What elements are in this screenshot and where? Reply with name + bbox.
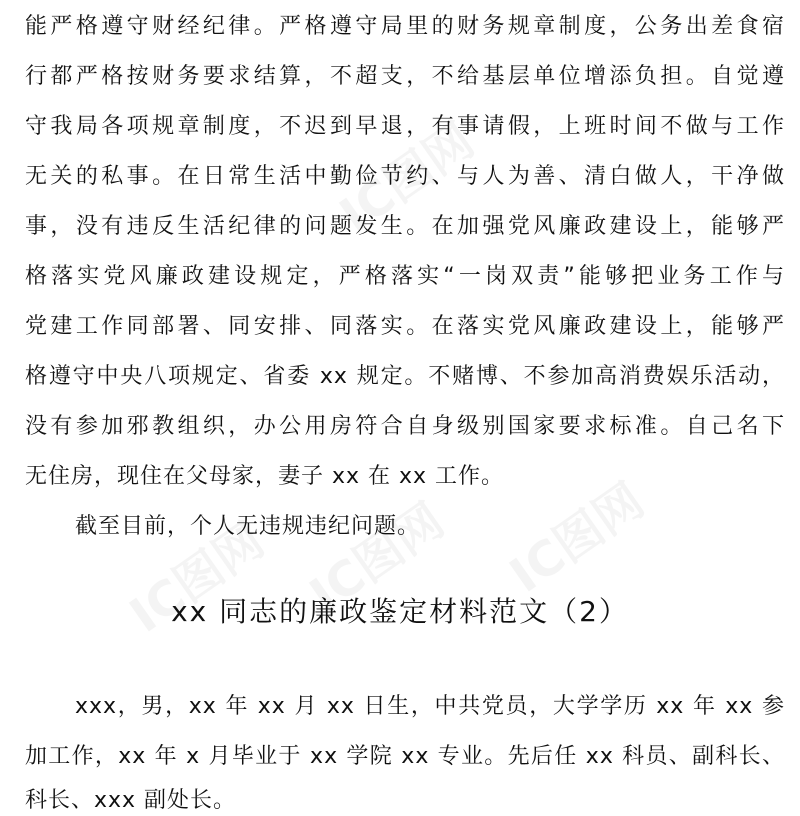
section-title: xx 同志的廉政鉴定材料范文（2） — [171, 595, 629, 628]
paragraph-line: 无关的私事。在日常生活中勤俭节约、与人为善、清白做人，干净做 — [25, 164, 785, 189]
paragraph-line: 加工作，xx 年 x 月毕业于 xx 学院 xx 专业。先后任 xx 科员、副科长、 — [25, 744, 785, 769]
paragraph-line: 行都严格按财务要求结算，不超支，不给基层单位增添负担。自觉遵 — [25, 64, 785, 89]
paragraph-line: xxx，男，xx 年 xx 月 xx 日生，中共党员，大学学历 xx 年 xx 参 — [75, 694, 785, 719]
paragraph-line: 党建工作同部署、同安排、同落实。在落实党风廉政建设上，能够严 — [25, 314, 785, 339]
conclusion-line: 截至目前，个人无违规违纪问题。 — [75, 514, 421, 539]
paragraph-line: 格遵守中央八项规定、省委 xx 规定。不赌博、不参加高消费娱乐活动， — [25, 364, 785, 389]
paragraph-line: 守我局各项规章制度，不迟到早退，有事请假，上班时间不做与工作 — [25, 114, 785, 139]
paragraph-line: 格落实党风廉政建设规定，严格落实“一岗双责”能够把业务工作与 — [25, 264, 785, 289]
paragraph-line: 能严格遵守财经纪律。严格遵守局里的财务规章制度，公务出差食宿 — [25, 14, 785, 39]
paragraph-line: 事，没有违反生活纪律的问题发生。在加强党风廉政建设上，能够严 — [25, 214, 785, 239]
paragraph-line: 无住房，现住在父母家，妻子 xx 在 xx 工作。 — [25, 464, 505, 489]
paragraph-line: 科长、xxx 副处长。 — [25, 788, 237, 813]
paragraph-line: 没有参加邪教组织，办公用房符合自身级别国家要求标准。自己名下 — [25, 414, 785, 439]
